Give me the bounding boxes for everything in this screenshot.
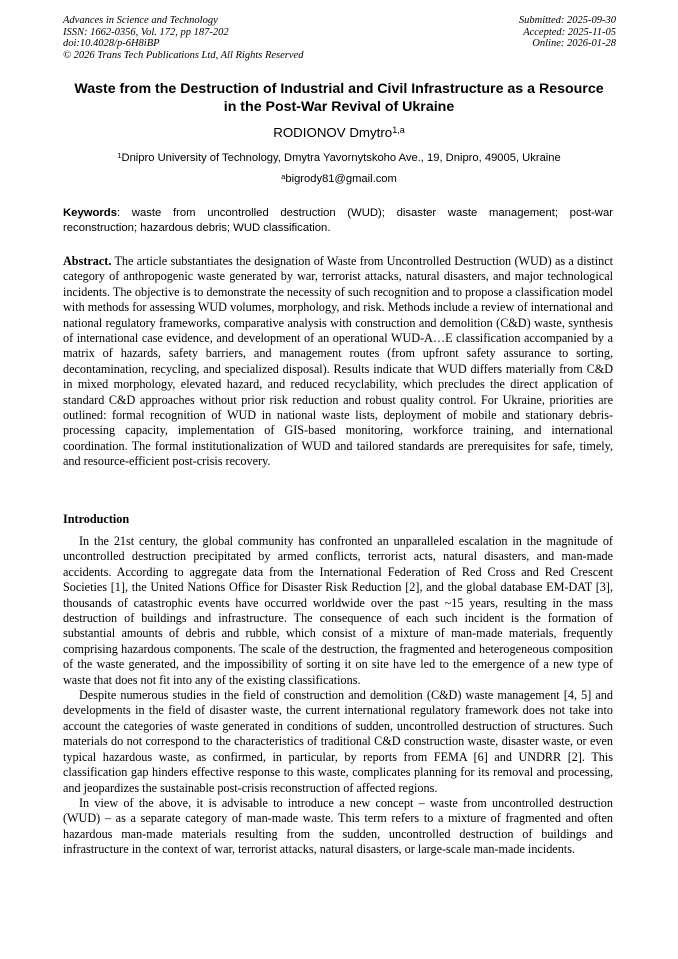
author-superscript: 1,a <box>392 124 405 135</box>
paper-title: Waste from the Destruction of Industrial and Civil Infrastructure as a Resource in the Post-War Revival of Ukraine <box>74 81 604 115</box>
abstract-label: Abstract. <box>63 254 112 268</box>
affiliation <box>0 151 678 166</box>
author-email <box>0 172 678 187</box>
paragraph: In the 21st century, the global community has confronted an unparalleled escalation in the magnitude of uncontrolled destruction precipitated by armed conflicts, terrorist acts, natural disasters, and man-made accidents. According to aggregate data from the International Federation of Red Cross and Red Crescent Societies [1], the United Nations Office for Disaster Risk Reduction [2], and the global database EM-DAT [3], thousands of catastrophic events have occurred worldwide over the past ~15 years, resulting in the mass destruction of buildings and infrastructure. The consequence of each such incident is the formation of substantial amounts of debris and rubble, which consist of a mixture of man-made materials, frequently comprising hazardous components. The scale of the destruction, the fragmented and heterogeneous composition of the waste generated, and the impossibility of sorting it on site have led to the emergence of a new type of waste that does not fit into any of the existing classifications. <box>63 534 613 687</box>
abstract-text: The article substantiates the designation of Waste from Uncontrolled Destruction (WUD) as a distinct category of anthropogenic waste generated by war, terrorist attacks, natural disasters, and major technological incidents. The objective is to demonstrate the necessity of such recognition and to propose a classification model with methods for assessing WUD volumes, morphology, and risk. Methods include a review of international and national regulatory frameworks, comparative analysis with construction and demolition (C&D) waste, synthesis of international case evidence, and development of an operational WUD-A…E classification accompanied by a matrix of hazards, safety barriers, and management routes (from upfront safety assurance to sorting, decontamination, recycling, and specialized disposal). Results indicate that WUD differs materially from C&D in mixed morphology, elevated hazard, and reduced recyclability, which precludes the direct application of standard C&D approaches without prior risk reduction and robust quality control. For Ukraine, priorities are outlined: formal recognition of WUD in national waste lists, deployment of mobile and stationary debris-processing capacity, implementation of GIS-based monitoring, workforce training, and international coordination. The formal institutionalization of WUD and tailored standards are prerequisites for safe, timely, and resource-efficient post-crisis recovery. <box>63 254 613 469</box>
online-date: Online: 2026-01-28 <box>532 38 616 50</box>
copyright: © 2026 Trans Tech Publications Ltd, All Rights Reserved <box>63 49 304 61</box>
paragraph: In view of the above, it is advisable to introduce a new concept – waste from uncontrolled destruction (WUD) – as a separate category of man-made waste. This term refers to a mixture of fragmented and often hazardous man-made materials resulting from the sudden, uncontrolled destruction of buildings and infrastructure in the context of war, terrorist attacks, natural disasters, or large-scale man-made incidents. <box>63 795 613 857</box>
journal-name: Advances in Science and Technology <box>63 15 218 26</box>
submitted-date: Submitted: 2025-09-30 <box>518 15 616 26</box>
affiliation-text: Dnipro University of Technology, Dmytra Yavornytskoho Ave., 19, Dnipro, 49005, Ukraine <box>121 152 561 164</box>
email-address[interactable]: bigrody81@gmail.com <box>285 173 397 185</box>
journal-info <box>63 15 303 61</box>
issn-volume-pages: ISSN: 1662-0356, Vol. 172, pp 187-202 <box>63 26 229 38</box>
abstract <box>63 254 613 470</box>
email-superscript: a <box>281 171 286 181</box>
author-name: RODIONOV Dmytro <box>273 125 393 140</box>
accepted-date: Accepted: 2025-11-05 <box>523 26 616 38</box>
keywords <box>63 206 613 235</box>
abstract-paragraph <box>63 254 613 470</box>
keywords-label: Keywords <box>63 207 117 219</box>
doi[interactable]: doi:10.4028/p-6H8iBP <box>63 38 160 50</box>
author <box>0 125 678 142</box>
publication-dates <box>519 15 616 50</box>
keywords-text: : waste from uncontrolled destruction (WUD); disaster waste management; post-war reconstruction; hazardous debris; WUD classification. <box>63 207 613 234</box>
introduction-heading: Introduction <box>63 512 130 526</box>
paragraph: Despite numerous studies in the field of construction and demolition (C&D) waste management [4, 5] and developments in the field of disaster waste, the current international regulatory framework does not take into account the categories of waste generated in conditions of sudden, uncontrolled destruction of structures. Such materials do not correspond to the characteristics of traditional C&D construction waste, disaster waste, or even typical hazardous waste, as confirmed, in particular, by reports from FEMA [6] and UNDRR [2]. This classification gap hinders effective response to this waste, complicates planning for its removal and processing, and jeopardizes the sustainable post-crisis reconstruction of affected regions. <box>63 688 613 795</box>
introduction-body <box>63 534 613 858</box>
affiliation-superscript: 1 <box>117 150 122 160</box>
